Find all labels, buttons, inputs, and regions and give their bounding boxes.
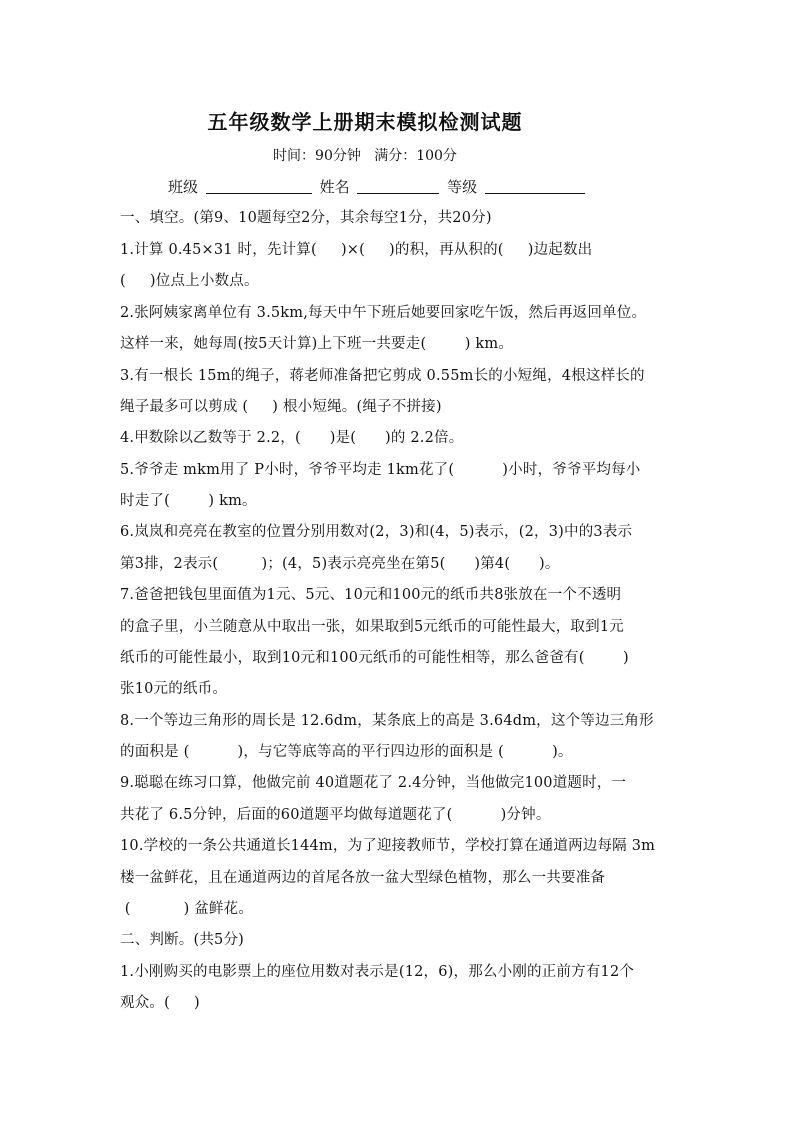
exam-time-score: 时间：90分钟 满分：100分: [273, 148, 457, 164]
question-text-line: ( )位点上小数点。: [120, 273, 259, 289]
question-text-line: 1.小刚购买的电影票上的座位用数对表示是(12，6)，那么小刚的正前方有12个: [120, 964, 635, 980]
question-text-line: 楼一盆鲜花，且在通道两边的首尾各放一盆大型绿色植物，那么一共要准备: [120, 870, 606, 886]
student-info-row: [168, 176, 588, 197]
question-text-line: 时走了( ) km。: [120, 493, 257, 509]
question-text-line: 7.爸爸把钱包里面值为1元、5元、10元和100元的纸币共8张放在一个不透明: [120, 587, 622, 603]
class-blank[interactable]: [206, 178, 312, 194]
class-label: 班级: [168, 178, 199, 196]
name-blank[interactable]: [357, 178, 439, 194]
question-text-line: 3.有一根长 15m的绳子，蒋老师准备把它剪成 0.55m长的小短绳，4根这样长的: [120, 368, 645, 384]
question-text-line: ( ) 盆鲜花。: [120, 901, 254, 917]
section-fill-blank-heading: 一、填空。(第9、10题每空2分，其余每空1分，共20分): [120, 210, 492, 226]
question-text-line: 1.计算 0.45×31 时，先计算( )×( )的积，再从积的( )边起数出: [120, 242, 593, 258]
question-text-line: 纸币的可能性最小，取到10元和100元纸币的可能性相等，那么爸爸有( ): [120, 650, 629, 666]
question-text-line: 2.张阿姨家离单位有 3.5km,每天中午下班后她要回家吃午饭，然后再返回单位。: [120, 305, 647, 321]
question-text-line: 这样一来，她每周(按5天计算)上下班一共要走( ) km。: [120, 336, 514, 352]
grade-blank[interactable]: [485, 178, 585, 194]
question-text-line: 8.一个等边三角形的周长是 12.6dm，某条底上的高是 3.64dm，这个等边三角形: [120, 713, 654, 729]
question-text-line: 4.甲数除以乙数等于 2.2，( )是( )的 2.2倍。: [120, 430, 464, 446]
question-text-line: 的盒子里，小兰随意从中取出一张，如果取到5元纸币的可能性最大，取到1元: [120, 619, 624, 635]
question-text-line: 6.岚岚和亮亮在教室的位置分别用数对(2，3)和(4，5)表示，(2，3)中的3表示: [120, 524, 633, 540]
section-judgement-heading: 二、判断。(共5分): [120, 932, 245, 948]
page-title: 五年级数学上册期末模拟检测试题: [207, 110, 523, 134]
grade-label: 等级: [447, 178, 478, 196]
question-text-line: 的面积是 ( )，与它等底等高的平行四边形的面积是 ( )。: [120, 744, 573, 760]
question-text-line: 观众。( ): [120, 995, 200, 1011]
question-text-line: 第3排，2表示( )；(4，5)表示亮亮坐在第5( )第4( )。: [120, 556, 560, 572]
question-text-line: 张10元的纸币。: [120, 681, 228, 697]
name-label: 姓名: [319, 178, 350, 196]
question-text-line: 10.学校的一条公共通道长144m，为了迎接教师节，学校打算在通道两边每隔 3m: [120, 838, 656, 854]
question-text-line: 共花了 6.5分钟，后面的60道题平均做每道题花了( )分钟。: [120, 807, 551, 823]
question-text-line: 5.爷爷走 mkm用了 P小时，爷爷平均走 1km花了( )小时，爷爷平均每小: [120, 462, 641, 478]
question-text-line: 9.聪聪在练习口算，他做完前 40道题花了 2.4分钟，当他做完100道题时，一: [120, 775, 627, 791]
question-text-line: 绳子最多可以剪成 ( ) 根小短绳。(绳子不拼接): [120, 399, 442, 415]
